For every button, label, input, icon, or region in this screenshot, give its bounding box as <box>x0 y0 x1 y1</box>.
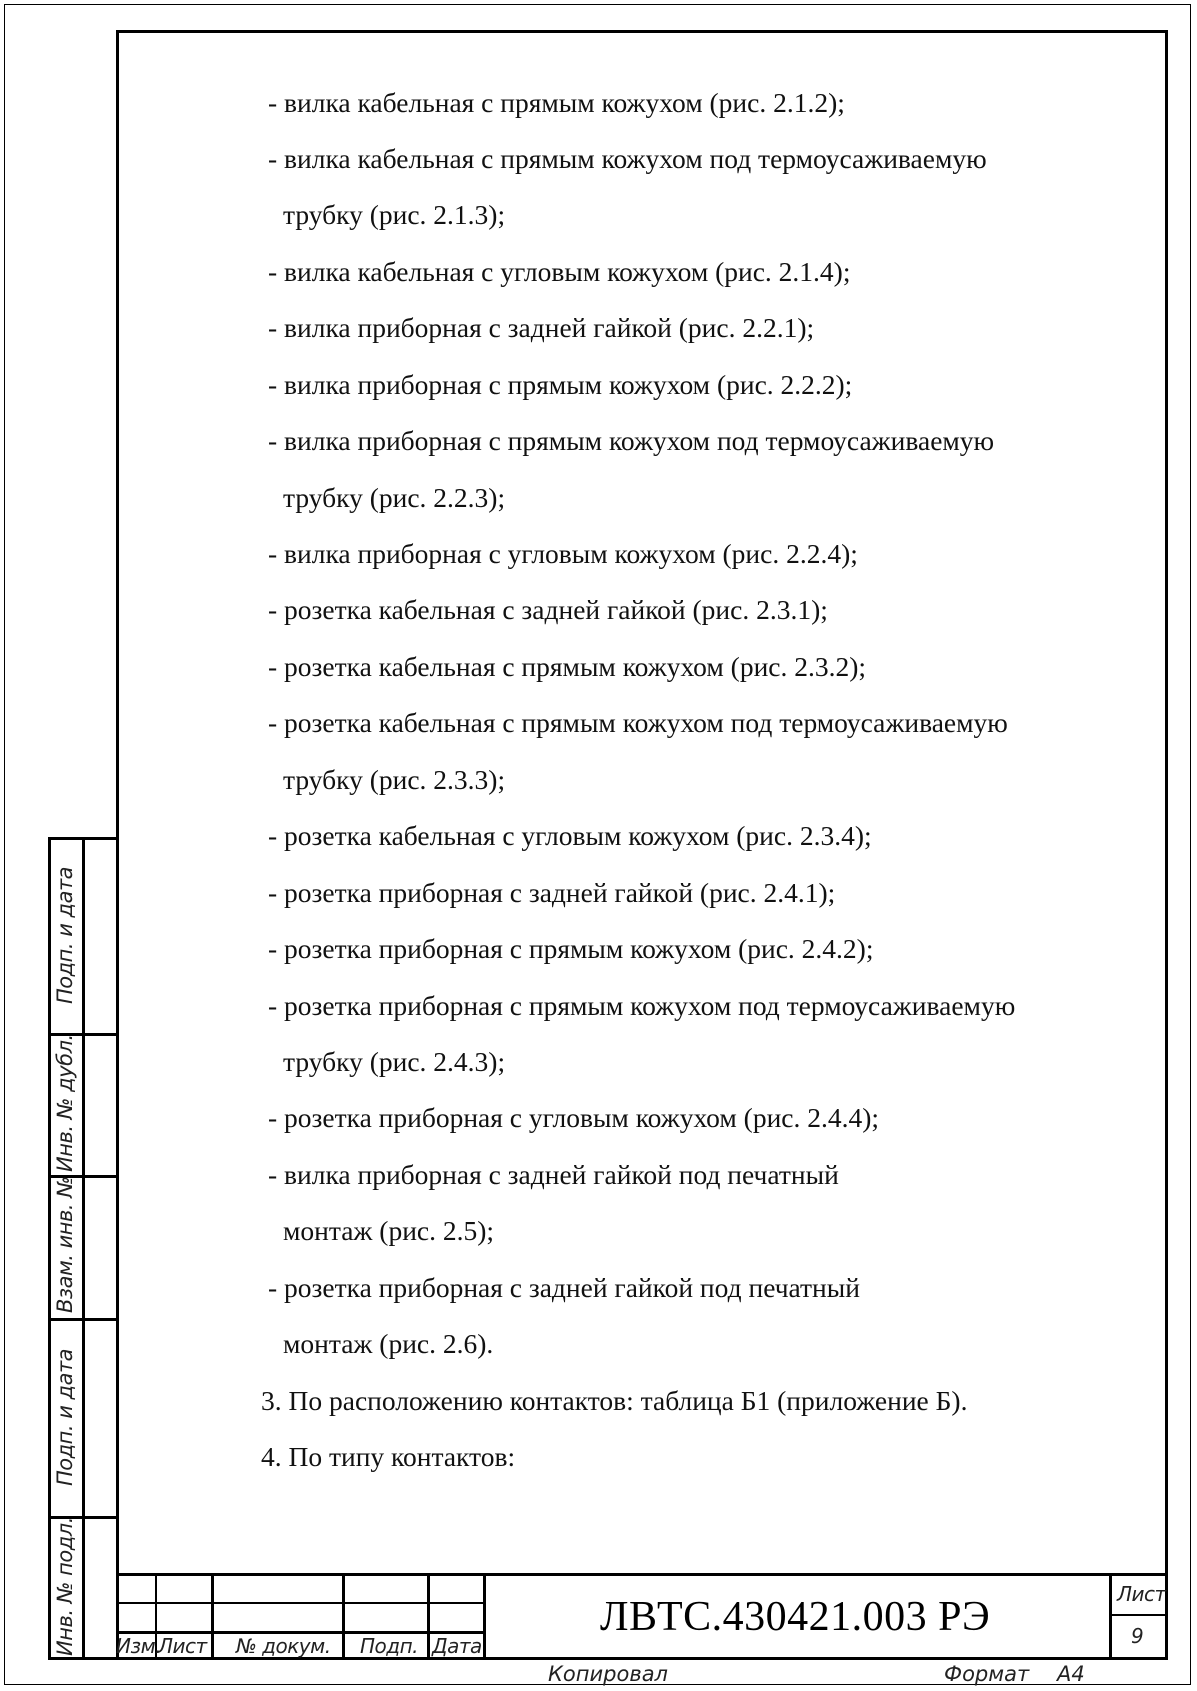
side-label-vzam-inv: Взам. инв. № <box>53 1176 77 1313</box>
body-line: - вилка приборная с прямым кожухом (рис. 2.2.2); <box>268 369 853 400</box>
body-line: - розетка кабельная с угловым кожухом (рис. 2.3.4); <box>268 820 872 851</box>
body-line: монтаж (рис. 2.5); <box>283 1215 495 1246</box>
format-label: Формат <box>944 1662 1030 1686</box>
body-line: трубку (рис. 2.4.3); <box>283 1046 506 1077</box>
stamp-izm: Изм. <box>116 1634 162 1658</box>
body-line: - розетка приборная с задней гайкой под печатный <box>268 1272 860 1303</box>
body-line: - вилка приборная с задней гайкой (рис. 2.2.1); <box>268 312 815 343</box>
side-label-inv-podl: Инв. № подл. <box>53 1517 77 1656</box>
body-line: 3. По расположению контактов: таблица Б1 (приложение Б). <box>261 1385 968 1416</box>
body-line: - розетка кабельная с прямым кожухом под термоусаживаемую <box>268 707 1008 738</box>
body-line: - розетка кабельная с задней гайкой (рис. 2.3.1); <box>268 594 828 625</box>
sheet-number: 9 <box>1131 1624 1144 1648</box>
body-line: - розетка кабельная с прямым кожухом (рис. 2.3.2); <box>268 651 867 682</box>
body-line: - розетка приборная с прямым кожухом под термоусаживаемую <box>268 990 1016 1021</box>
copied-label: Копировал <box>548 1662 668 1686</box>
stamp-data: Дата <box>432 1634 482 1658</box>
body-line: - вилка кабельная с прямым кожухом под термоусаживаемую <box>268 143 987 174</box>
side-label-inv-dubl: Инв. № дубл. <box>53 1034 77 1172</box>
body-line: - вилка кабельная с угловым кожухом (рис. 2.1.4); <box>268 256 851 287</box>
body-line: трубку (рис. 2.3.3); <box>283 764 506 795</box>
body-line: - розетка приборная с прямым кожухом (рис. 2.4.2); <box>268 933 874 964</box>
side-label-podp-data-2: Подп. и дата <box>53 1348 77 1486</box>
body-line: - вилка приборная с задней гайкой под печатный <box>268 1159 839 1190</box>
stamp-podp: Подп. <box>360 1634 419 1658</box>
document-code: ЛВТС.430421.003 РЭ <box>600 1594 991 1640</box>
stamp-n-dokum: № докум. <box>236 1634 331 1658</box>
side-strip-divider <box>82 837 85 1660</box>
format-value: А4 <box>1057 1662 1085 1686</box>
body-line: трубку (рис. 2.2.3); <box>283 482 506 513</box>
body-line: - вилка приборная с угловым кожухом (рис. 2.2.4); <box>268 538 858 569</box>
stamp-list: Лист <box>158 1634 207 1658</box>
body-line: - розетка приборная с угловым кожухом (рис. 2.4.4); <box>268 1102 880 1133</box>
sheet-label: Лист <box>1117 1582 1166 1606</box>
body-line: - вилка кабельная с прямым кожухом (рис. 2.1.2); <box>268 87 845 118</box>
body-line: - розетка приборная с задней гайкой (рис. 2.4.1); <box>268 877 836 908</box>
side-label-podp-data-1: Подп. и дата <box>53 866 77 1004</box>
body-line: - вилка приборная с прямым кожухом под термоусаживаемую <box>268 425 995 456</box>
body-line: 4. По типу контактов: <box>261 1441 516 1472</box>
body-line: трубку (рис. 2.1.3); <box>283 199 506 230</box>
body-line: монтаж (рис. 2.6). <box>283 1328 494 1359</box>
